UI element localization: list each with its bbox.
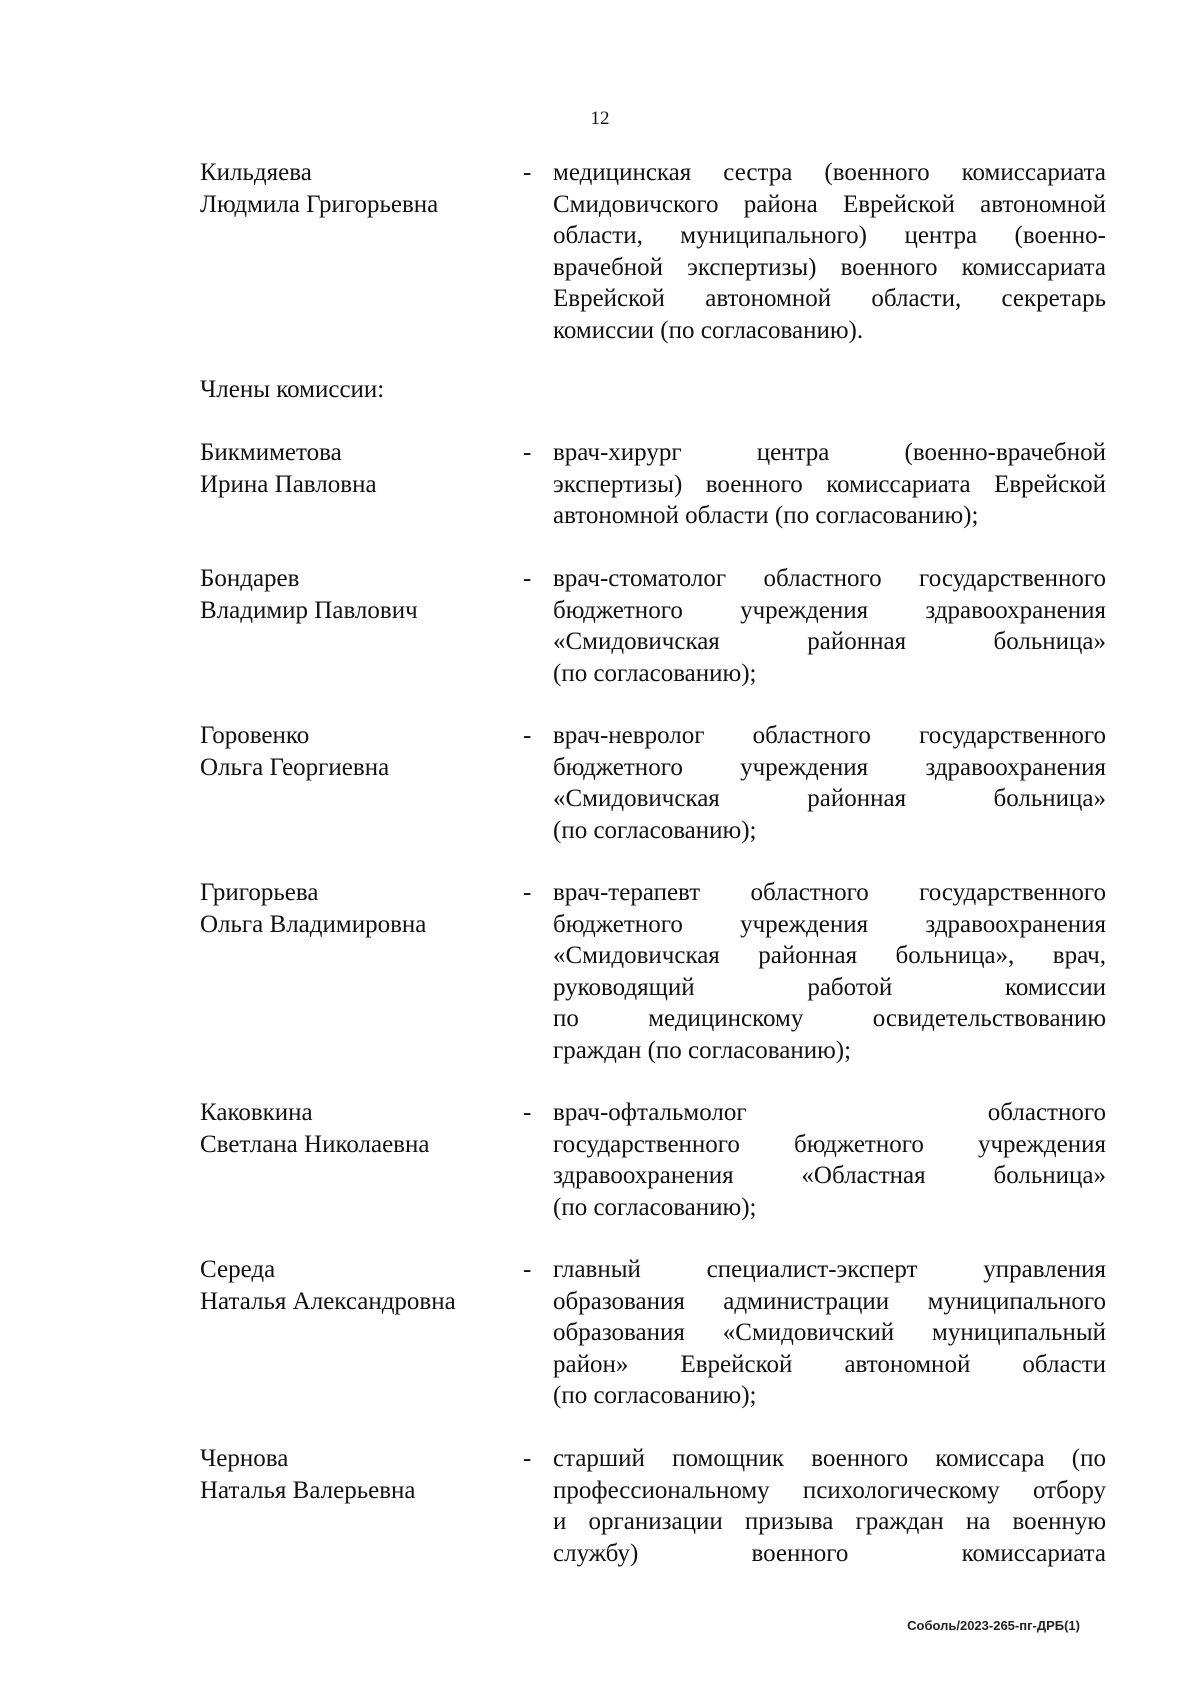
- surname: Середа: [200, 1256, 276, 1283]
- member-description: [553, 877, 1106, 1066]
- desc-line: врач-стоматолог областного государственного: [553, 565, 1106, 592]
- desc-line: врач-хирург центра (военно-врачебной: [553, 439, 1106, 466]
- desc-line: врач-терапевт областного государственного: [553, 879, 1106, 906]
- desc-line: главный специалист-эксперт управления: [553, 1256, 1106, 1283]
- desc-line: области, муниципального) центра (военно-: [553, 222, 1106, 249]
- dash-separator: -: [523, 439, 532, 466]
- desc-line: врач-офтальмолог областного: [553, 1099, 1106, 1126]
- desc-line: комиссии (по согласованию).: [553, 316, 864, 344]
- given-names: Людмила Григорьевна: [200, 190, 439, 218]
- desc-line: бюджетного учреждения здравоохранения: [553, 596, 1106, 624]
- member-description: [553, 1443, 1106, 1569]
- member-name: [200, 877, 500, 940]
- surname: Чернова: [200, 1445, 289, 1472]
- desc-line: (по согласованию);: [553, 1382, 757, 1409]
- desc-line: экспертизы) военного комиссариата Еврейской: [553, 470, 1106, 498]
- member-name: [200, 1443, 500, 1506]
- dash-separator: -: [523, 565, 532, 592]
- desc-line: «Смидовичская районная больница», врач,: [553, 942, 1106, 969]
- desc-line: образования «Смидовичский муниципальный: [553, 1319, 1106, 1346]
- desc-line: старший помощник военного комиссара (по: [553, 1445, 1106, 1472]
- given-names: Ирина Павловна: [200, 470, 377, 498]
- given-names: Наталья Валерьевна: [200, 1476, 416, 1504]
- page-number: 12: [590, 108, 610, 129]
- surname: Григорьева: [200, 879, 319, 906]
- member-name: [200, 720, 500, 783]
- desc-line: по медицинскому освидетельствованию: [553, 1005, 1106, 1032]
- surname: Горовенко: [200, 722, 310, 749]
- desc-line: (по согласованию);: [553, 659, 757, 687]
- member-description: [553, 720, 1106, 846]
- desc-line: здравоохранения «Областная больница»: [553, 1162, 1106, 1189]
- member-name: [200, 437, 500, 500]
- surname: Бондарев: [200, 565, 300, 592]
- member-description: [553, 157, 1106, 346]
- desc-line: руководящий работой комиссии: [553, 973, 1106, 1001]
- dash-separator: -: [523, 1256, 532, 1283]
- dash-separator: -: [523, 722, 532, 749]
- member-description: [553, 1097, 1106, 1223]
- desc-line: граждан (по согласованию);: [553, 1036, 852, 1064]
- desc-line: район» Еврейской автономной области: [553, 1350, 1106, 1378]
- desc-line: государственного бюджетного учреждения: [553, 1130, 1106, 1158]
- dash-separator: -: [523, 1099, 532, 1126]
- desc-line: профессиональному психологическому отбору: [553, 1476, 1106, 1504]
- desc-line: медицинская сестра (военного комиссариата: [553, 159, 1106, 186]
- desc-line: бюджетного учреждения здравоохранения: [553, 910, 1106, 938]
- desc-line: образования администрации муниципального: [553, 1287, 1106, 1315]
- desc-line: бюджетного учреждения здравоохранения: [553, 753, 1106, 781]
- surname: Каковкина: [200, 1099, 313, 1126]
- given-names: Светлана Николаевна: [200, 1130, 430, 1158]
- desc-line: службу) военного комиссариата: [553, 1539, 1106, 1567]
- surname: Бикмиметова: [200, 439, 342, 466]
- desc-line: (по согласованию);: [553, 816, 757, 844]
- surname: Кильдяева: [200, 159, 312, 186]
- member-description: [553, 563, 1106, 689]
- desc-line: Еврейской автономной области, секретарь: [553, 285, 1106, 312]
- section-title: Члены комиссии:: [200, 376, 385, 403]
- member-name: [200, 1254, 500, 1317]
- dash-separator: -: [523, 159, 532, 186]
- desc-line: врач-невролог областного государственного: [553, 722, 1106, 749]
- desc-line: «Смидовичская районная больница»: [553, 785, 1106, 812]
- desc-line: (по согласованию);: [553, 1193, 757, 1221]
- desc-line: автономной области (по согласованию);: [553, 502, 979, 529]
- member-name: [200, 563, 500, 626]
- member-name: [200, 157, 500, 220]
- given-names: Ольга Владимировна: [200, 910, 427, 938]
- desc-line: и организации призыва граждан на военную: [553, 1508, 1106, 1535]
- member-description: [553, 437, 1106, 532]
- member-description: [553, 1254, 1106, 1412]
- member-name: [200, 1097, 500, 1160]
- given-names: Владимир Павлович: [200, 596, 418, 624]
- dash-separator: -: [523, 879, 532, 906]
- given-names: Наталья Александровна: [200, 1287, 456, 1315]
- desc-line: врачебной экспертизы) военного комиссариата: [553, 253, 1106, 281]
- document-code: Соболь/2023-265-пг-ДРБ(1): [907, 1618, 1080, 1633]
- desc-line: «Смидовичская районная больница»: [553, 628, 1106, 655]
- dash-separator: -: [523, 1445, 532, 1472]
- desc-line: Смидовичского района Еврейской автономной: [553, 190, 1106, 218]
- given-names: Ольга Георгиевна: [200, 753, 390, 781]
